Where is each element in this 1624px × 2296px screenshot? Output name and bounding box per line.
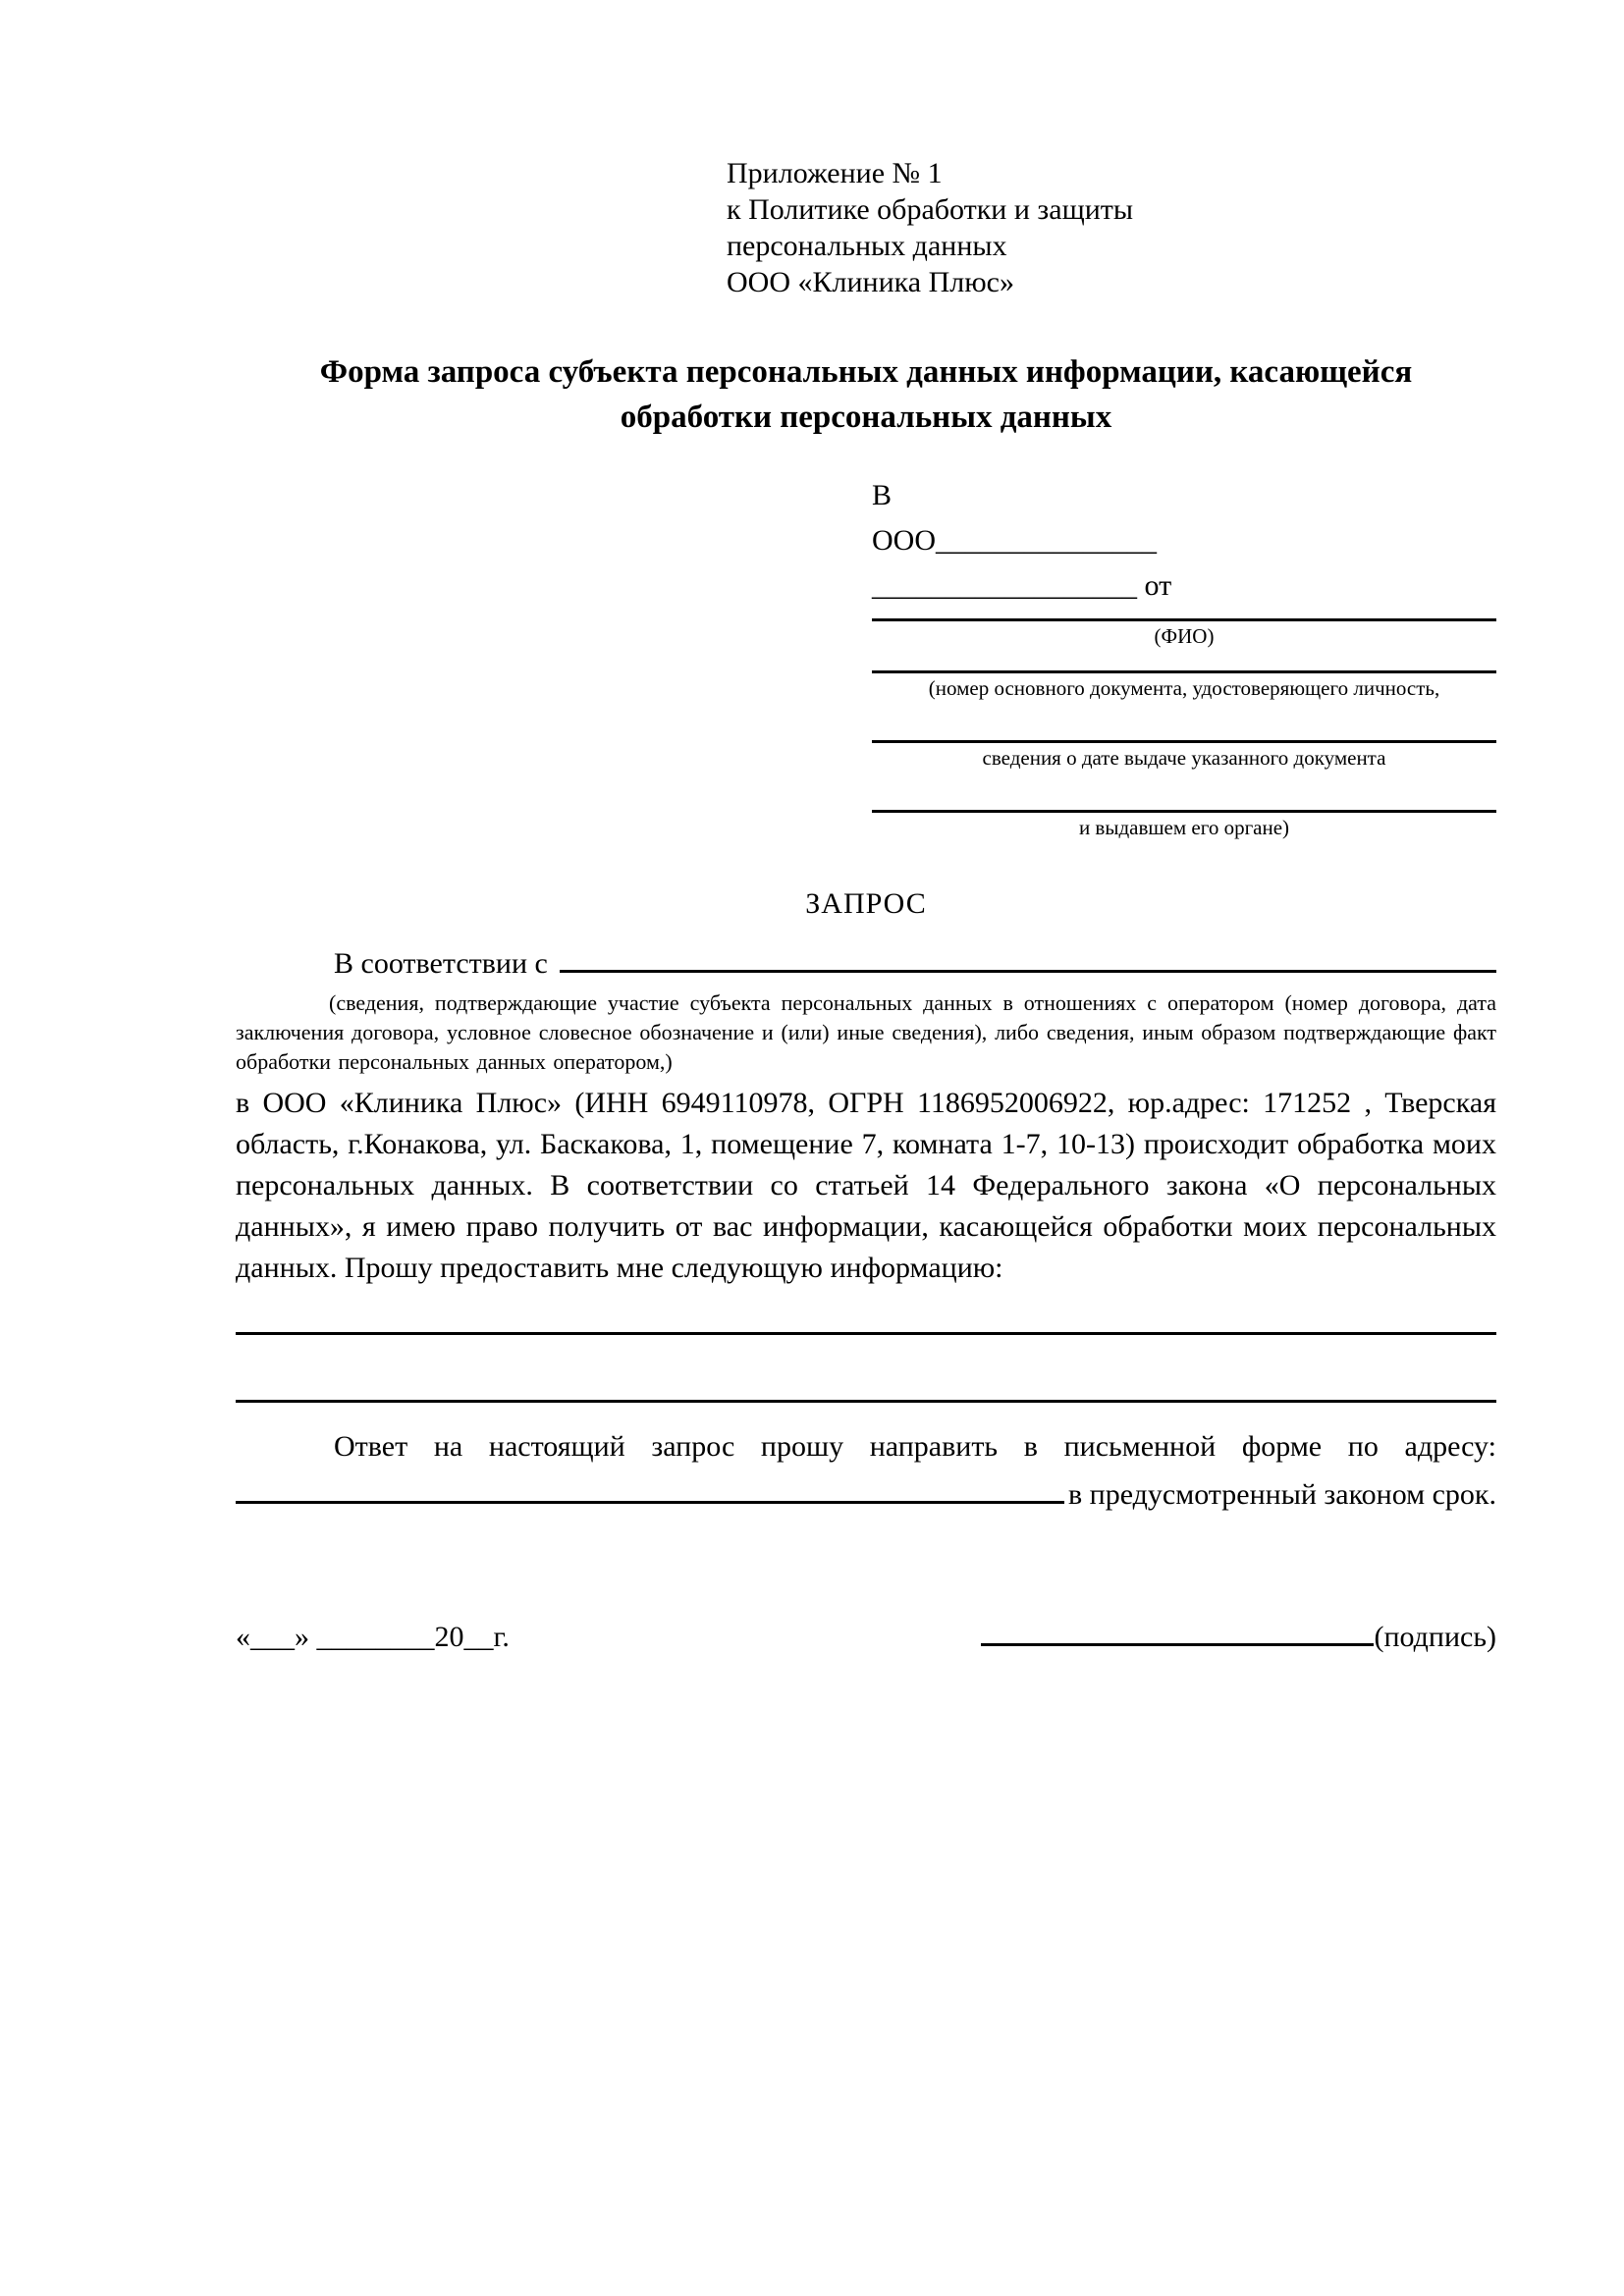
annex-note <box>727 155 1496 300</box>
reply-address-fill-line <box>236 1468 1064 1504</box>
doc-issue-date-field-caption: сведения о дате выдаче указанного документа <box>982 746 1386 770</box>
note-paragraph: (сведения, подтверждающие участие субъекта персональных данных в отношениях с оператором (номер договора, дата заключения договора, условное словесное обозначение и (или) иные сведения), либо сведения, иным образом подтверждающие факт обработки персональных данных оператором,) <box>236 990 1496 1074</box>
doc-issuer-field-line <box>872 810 1496 813</box>
doc-number-field-line <box>872 670 1496 673</box>
page-title: Форма запроса субъекта персональных данных информации, касающейся обработки персональных данных <box>319 354 1413 435</box>
signature-caption: (подпись) <box>1374 1621 1496 1653</box>
fio-field-caption: (ФИО) <box>1154 624 1215 648</box>
signature-field <box>981 1610 1496 1658</box>
blank-field-line-1 <box>236 1332 1496 1335</box>
reply-paragraph: Ответ на настоящий запрос прошу направить в письменной форме по адресу: <box>334 1430 1496 1463</box>
doc-number-field <box>872 670 1496 701</box>
reply-address-line <box>236 1468 1496 1516</box>
intro-fill-line <box>560 936 1496 973</box>
fio-field-line <box>872 618 1496 621</box>
body-paragraph: в ООО «Клиника Плюс» (ИНН 6949110978, ОГРН 1186952006922, юр.адрес: 171252 , Тверская область, г.Конакова, ул. Баскакова, 1, помещение 7, комната 1-7, 10-13) происходит обработка моих персональных данных. В соответствии со статьей 14 Федерального закона «О персональных данных», я имею право получить от вас информации, касающейся обработки моих персональных данных. Прошу предоставить мне следующую информацию: <box>236 1087 1496 1284</box>
reply-term-text: в предусмотренный законом срок. <box>1068 1478 1496 1511</box>
intro-line <box>236 936 1496 985</box>
intro-label: В соответствии с <box>334 947 548 980</box>
addressee-ooo-field: ООО_______________ <box>872 524 1157 557</box>
doc-number-field-caption: (номер основного документа, удостоверяющего личность, <box>928 676 1440 700</box>
document-content <box>236 155 1496 1658</box>
addressee-from-field: __________________ от <box>872 569 1172 602</box>
fio-field <box>872 618 1496 649</box>
annex-note-line: к Политике обработки и защиты <box>727 193 1134 226</box>
blank-field-line-2 <box>236 1400 1496 1403</box>
signature-line <box>981 1610 1374 1646</box>
footer-row <box>236 1610 1496 1658</box>
addressee-to-label: В <box>872 479 893 511</box>
doc-issuer-field-caption: и выдавшем его органе) <box>1078 816 1290 839</box>
date-field: «___» ________20__г. <box>236 1621 510 1653</box>
addressee-block <box>872 473 1496 840</box>
annex-note-line: персональных данных <box>727 230 1007 262</box>
annex-note-line: Приложение № 1 <box>727 157 943 189</box>
doc-issuer-field <box>872 810 1496 840</box>
doc-issue-date-field-line <box>872 740 1496 743</box>
doc-issue-date-field <box>872 740 1496 771</box>
annex-note-line: ООО «Клиника Плюс» <box>727 266 1014 298</box>
request-heading: ЗАПРОС <box>805 887 927 920</box>
